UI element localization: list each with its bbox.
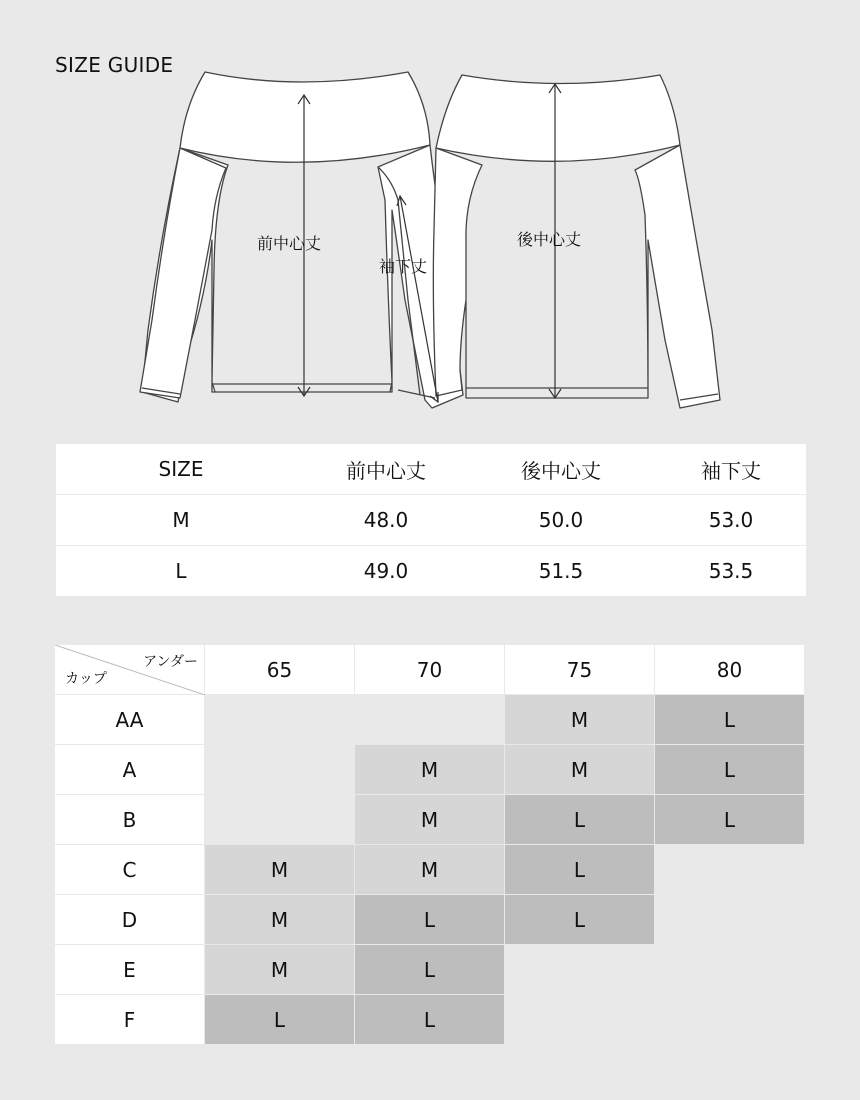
cup-size-cell: A xyxy=(55,745,205,795)
sleeve-length-cell: 53.0 xyxy=(708,508,754,532)
sleeve-length-cell: 53.5 xyxy=(708,559,754,583)
cup-size-cell: D xyxy=(55,895,205,945)
size-recommendation-cell: L xyxy=(505,795,655,845)
size-recommendation-cell xyxy=(205,695,355,745)
size-recommendation-cell xyxy=(655,895,805,945)
cup-size-cell: F xyxy=(55,995,205,1045)
bra-size-table xyxy=(55,645,805,1045)
size-cell: M xyxy=(172,508,190,532)
back-length-cell: 50.0 xyxy=(538,508,584,532)
size-cell: L xyxy=(175,559,187,583)
cup-size-cell: AA xyxy=(55,695,205,745)
cup-size-cell: C xyxy=(55,845,205,895)
back-length-label: 後中心丈 xyxy=(517,230,582,249)
size-recommendation-cell: M xyxy=(355,845,505,895)
size-table xyxy=(56,444,806,596)
size-recommendation-cell xyxy=(655,845,805,895)
size-recommendation-cell: L xyxy=(355,995,505,1045)
size-recommendation-cell: L xyxy=(355,945,505,995)
size-recommendation-cell: L xyxy=(355,895,505,945)
column-header-65: 65 xyxy=(205,645,355,695)
front-length-cell: 48.0 xyxy=(363,508,409,532)
size-recommendation-cell: M xyxy=(205,945,355,995)
size-recommendation-cell: L xyxy=(655,695,805,745)
size-recommendation-cell: M xyxy=(505,695,655,745)
size-recommendation-cell: L xyxy=(655,795,805,845)
size-recommendation-cell: M xyxy=(205,895,355,945)
page-title: SIZE GUIDE xyxy=(55,53,174,77)
size-table-header xyxy=(56,444,806,494)
column-header-75: 75 xyxy=(505,645,655,695)
size-recommendation-cell: M xyxy=(205,845,355,895)
size-recommendation-cell: L xyxy=(655,745,805,795)
size-recommendation-cell xyxy=(205,795,355,845)
under-bust-label: アンダー xyxy=(143,654,198,670)
size-recommendation-cell xyxy=(505,945,655,995)
front-length-label: 前中心丈 xyxy=(257,234,322,253)
front-length-cell: 49.0 xyxy=(363,559,409,583)
size-recommendation-cell: M xyxy=(355,795,505,845)
size-recommendation-cell xyxy=(205,745,355,795)
size-recommendation-cell xyxy=(655,945,805,995)
size-recommendation-cell xyxy=(655,995,805,1045)
header-back-length: 後中心丈 xyxy=(521,458,601,483)
cup-label: カップ xyxy=(65,671,107,687)
size-recommendation-cell xyxy=(355,695,505,745)
size-row-l xyxy=(56,546,806,596)
size-recommendation-cell: L xyxy=(505,895,655,945)
header-size: SIZE xyxy=(158,457,204,481)
size-row-m xyxy=(56,495,806,545)
header-front-length: 前中心丈 xyxy=(346,458,426,483)
back-length-cell: 51.5 xyxy=(538,559,584,583)
size-recommendation-cell: L xyxy=(505,845,655,895)
cup-size-cell: E xyxy=(55,945,205,995)
column-header-80: 80 xyxy=(655,645,805,695)
size-recommendation-cell: M xyxy=(355,745,505,795)
size-recommendation-cell xyxy=(505,995,655,1045)
size-recommendation-cell: L xyxy=(205,995,355,1045)
header-sleeve-length: 袖下丈 xyxy=(701,458,761,483)
column-header-70: 70 xyxy=(355,645,505,695)
size-recommendation-cell: M xyxy=(505,745,655,795)
garment-diagram xyxy=(0,0,860,430)
table-corner-header xyxy=(55,645,205,695)
cup-size-cell: B xyxy=(55,795,205,845)
sleeve-length-label: 袖下丈 xyxy=(379,257,428,276)
